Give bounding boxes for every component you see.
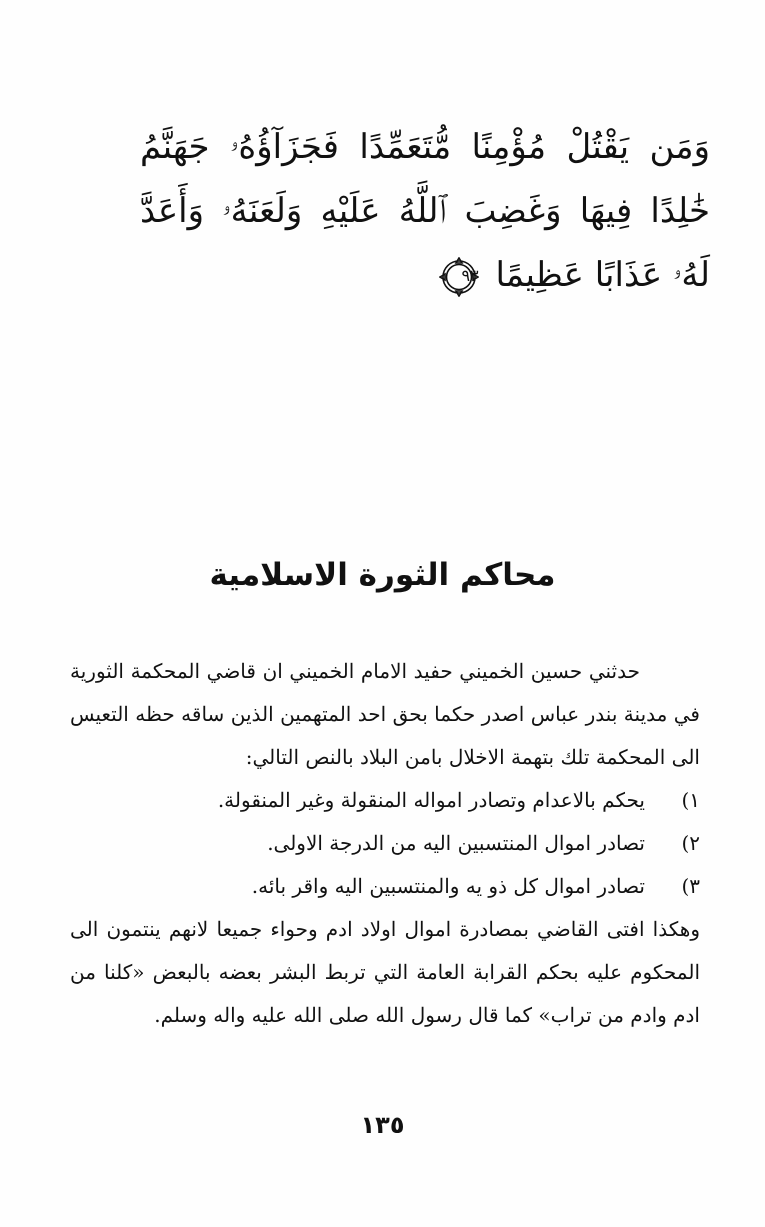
ayah-number: ٩٣ — [461, 266, 479, 285]
list-text: تصادر اموال كل ذو يه والمنتسبين اليه واقر بائه. — [251, 874, 645, 898]
ayah-end-marker-icon — [439, 257, 479, 297]
page-number: ١٣٥ — [360, 1111, 405, 1139]
list-item — [70, 779, 700, 822]
list-number: ٢) — [681, 831, 700, 855]
paragraph: حدثني حسين الخميني حفيد الامام الخميني ان قاضي المحكمة الثورية في مدينة بندر عباس اصدر حكما بحق احد المتهمين الذين ساقه حظه التعيس الى المحكمة تلك بتهمة الاخلال بامن البلاد بالنص التالي: — [70, 659, 700, 769]
list-item — [70, 822, 700, 865]
paragraph: وهكذا افتى القاضي بمصادرة اموال اولاد ادم وحواء جميعا لانهم ينتمون الى المحكوم عليه بحكم القرابة العامة التي تربط البشر بعضه بالبعض «كلنا من ادم وادم من تراب» كما قال رسول الله صلى الله عليه واله وسلم. — [70, 917, 700, 1027]
list-item — [70, 865, 700, 908]
section-heading: محاكم الثورة الاسلامية — [209, 557, 556, 593]
list-text: تصادر اموال المنتسبين اليه من الدرجة الاولى. — [267, 831, 645, 855]
body-text — [70, 650, 700, 1037]
verse-text: وَمَن يَقْتُلْ مُؤْمِنًا مُّتَعَمِّدًا فَجَزَآؤُهُۥ جَهَنَّمُ خَٰلِدًا فِيهَا وَغَضِبَ ٱللَّهُ عَلَيْهِ وَلَعَنَهُۥ وَأَعَدَّ لَهُۥ عَذَابًا عَظِيمًا — [140, 127, 710, 295]
list-number: ٣) — [681, 874, 700, 898]
list-text: يحكم بالاعدام وتصادر امواله المنقولة وغير المنقولة. — [217, 788, 645, 812]
list-number: ١) — [681, 788, 700, 812]
quran-verse — [140, 115, 710, 307]
